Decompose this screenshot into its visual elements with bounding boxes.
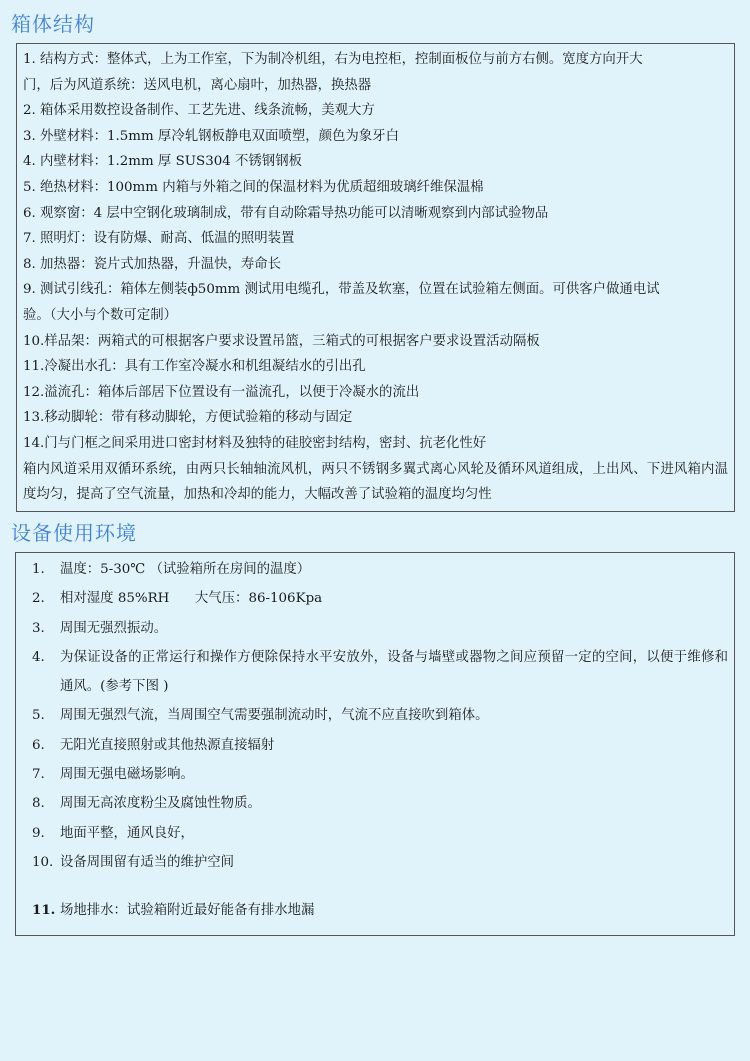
structure-line: 1. 结构方式：整体式，上为工作室，下为制冷机组，右为电控柜，控制面板位与前方右侧。宽度方向开大 (23, 52, 643, 67)
structure-line: 14.门与门框之间采用进口密封材料及独特的硅胶密封结构，密封、抗老化性好 (23, 435, 487, 451)
environment-box (15, 552, 735, 936)
structure-line: 门，后为风道系统：送风电机，离心扇叶，加热器，换热器 (23, 77, 372, 93)
item-text: 设备周围留有适当的维护空间 (60, 854, 235, 870)
structure-line: 12.溢流孔：箱体后部居下位置设有一溢流孔，以便于冷凝水的流出 (23, 384, 420, 400)
item-text: 周围无强烈振动。 (60, 620, 168, 636)
structure-line: 验。（大小与个数可定制） (23, 307, 177, 323)
item-text: 地面平整，通风良好， (60, 825, 194, 841)
structure-line: 7. 照明灯：设有防爆、耐高、低温的照明装置 (23, 231, 295, 247)
item-text: 温度：5-30℃ （试验箱所在房间的温度） (60, 562, 311, 577)
section-title-environment: 设备使用环境 (11, 521, 137, 545)
item-number: 4. (32, 649, 45, 665)
structure-line: 11.冷凝出水孔：具有工作室冷凝水和机组凝结水的引出孔 (23, 359, 366, 375)
item-text: 无阳光直接照射或其他热源直接辐射 (60, 737, 275, 753)
structure-airflow-paragraph: 箱内风道采用双循环系统，由两只长轴轴流风机，两只不锈钢多翼式离心风轮及循环风道组成，上出风、下进风箱内温度均匀，提高了空气流量，加热和冷却的能力，大幅改善了试验箱的温度均匀性 (23, 461, 728, 503)
environment-item (32, 614, 728, 643)
environment-item (32, 701, 728, 730)
environment-item (32, 896, 728, 925)
item-number: 10. (32, 854, 54, 870)
item-number: 5. (32, 708, 45, 724)
item-number: 1. (32, 562, 45, 577)
item-number: 9. (32, 825, 45, 841)
environment-item (32, 760, 728, 789)
item-number: 7. (32, 767, 45, 783)
environment-item (32, 584, 728, 613)
environment-item (32, 789, 728, 818)
structure-line: 4. 内壁材料：1.2mm 厚 SUS304 不锈钢钢板 (23, 154, 302, 170)
environment-item (32, 731, 728, 760)
item-number: 8. (32, 796, 45, 812)
environment-item (32, 848, 728, 877)
item-text: 场地排水：试验箱附近最好能备有排水地漏 (60, 903, 315, 919)
structure-line: 10.样品架：两箱式的可根据客户要求设置吊篮，三箱式的可根据客户要求设置活动隔板 (23, 333, 540, 349)
structure-line: 5. 绝热材料：100mm 内箱与外箱之间的保温材料为优质超细玻璃纤维保温棉 (23, 179, 484, 195)
structure-line: 3. 外壁材料：1.5mm 厚冷轧钢板静电双面喷塑，颜色为象牙白 (23, 128, 399, 144)
structure-line: 13.移动脚轮：带有移动脚轮，方便试验箱的移动与固定 (23, 410, 353, 426)
spacer (32, 877, 728, 896)
item-text: 周围无强烈气流，当周围空气需要强制流动时，气流不应直接吹到箱体。 (60, 708, 489, 724)
structure-line: 8. 加热器：瓷片式加热器，升温快，寿命长 (23, 256, 282, 272)
item-number: 3. (32, 620, 45, 636)
item-text: 相对湿度 85%RH 大气压：86-106Kpa (60, 591, 323, 607)
environment-item (32, 819, 728, 848)
item-number: 2. (32, 591, 45, 607)
item-text: 周围无强电磁场影响。 (60, 767, 194, 783)
item-text: 为保证设备的正常运行和操作方便除保持水平安放外，设备与墙壁或器物之间应预留一定的空间，以便于维修和通风。(参考下图 ) (60, 649, 728, 695)
structure-box (16, 43, 735, 512)
item-number: 6. (32, 737, 45, 753)
item-text: 周围无高浓度粉尘及腐蚀性物质。 (60, 796, 261, 812)
item-number: 11. (32, 902, 56, 919)
structure-line: 9. 测试引线孔：箱体左侧装ф50mm 测试用电缆孔，带盖及软塞，位置在试验箱左侧面。可供客户做通电试 (23, 282, 660, 298)
environment-item (32, 643, 728, 702)
section-title-structure: 箱体结构 (11, 12, 95, 36)
structure-line: 6. 观察窗：4 层中空钢化玻璃制成，带有自动除霜导热功能可以清晰观察到内部试验物品 (23, 205, 549, 221)
structure-line: 2. 箱体采用数控设备制作、工艺先进、线条流畅，美观大方 (23, 103, 375, 119)
environment-item (32, 555, 728, 584)
